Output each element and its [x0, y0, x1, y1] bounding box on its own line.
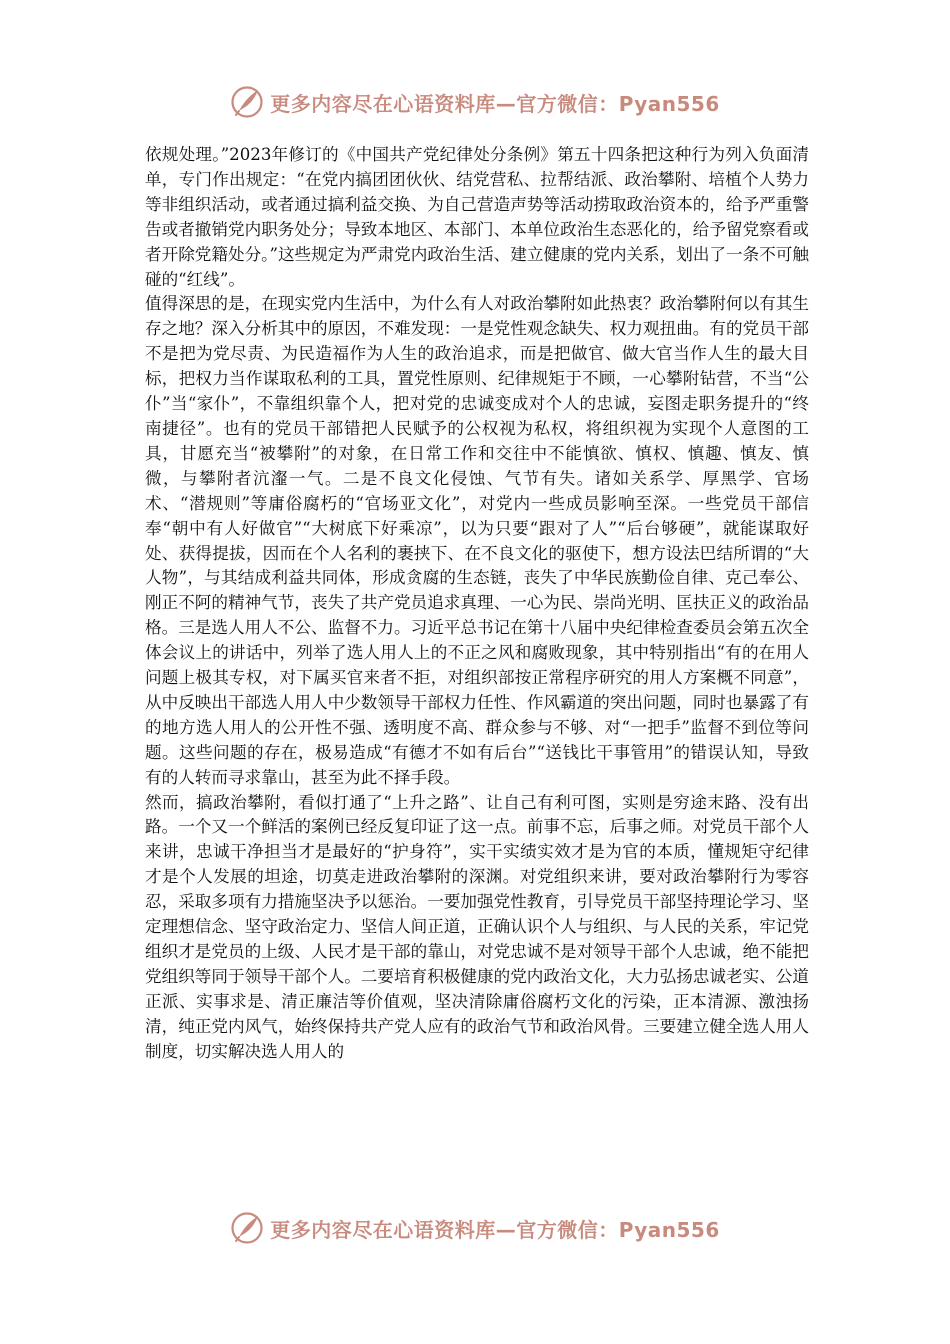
- quill-pen-icon: [230, 1211, 264, 1245]
- paragraph-3: 然而，搞政治攀附，看似打通了“上升之路”、让自己有利可图，实则是穷途末路、没有出路。一个又一个鲜活的案例已经反复印证了这一点。前事不忘，后事之师。对党员干部个人来讲，忠诚干净担当才是最好的“护身符”，实干实绩实效才是为官的本质，懂规矩守纪律才是个人发展的坦途，切莫走进政治攀附的深渊。对党组织来讲，要对政治攀附行为零容忍，采取多项有力措施坚决予以惩治。一要加强党性教育，引导党员干部坚持理论学习、坚定理想信念、坚守政治定力、坚信人间正道，正确认识个人与组织、与人民的关系，牢记党组织才是党员的上级、人民才是干部的靠山，对党忠诚不是对领导干部个人忠诚，绝不能把党组织等同于领导干部个人。二要培育积极健康的党内政治文化，大力弘扬忠诚老实、公道正派、实事求是、清正廉洁等价值观，坚决清除庸俗腐朽文化的污染，正本清源、激浊扬清，纯正党内风气，始终保持共产党人应有的政治气节和政治风骨。三要建立健全选人用人制度，切实解决选人用人的: [145, 792, 809, 1061]
- quill-pen-icon: [230, 85, 264, 119]
- paragraph-2: 值得深思的是，在现实党内生活中，为什么有人对政治攀附如此热衷？政治攀附何以有其生存之地？深入分析其中的原因，不难发现：一是党性观念缺失、权力观扭曲。有的党员干部不是把为党尽责、为民造福作为人生的政治追求，而是把做官、做大官当作人生的最大目标，把权力当作谋取私利的工具，置党性原则、纪律规矩于不顾，一心攀附钻营，不当“公仆”当“家仆”，不靠组织靠个人，把对党的忠诚变成对个人的忠诚，妄图走职务提升的“终南捷径”。也有的党员干部错把人民赋予的公权视为私权，将组织视为实现个人意图的工具，甘愿充当“被攀附”的对象，在日常工作和交往中不能慎欲、慎权、慎趣、慎友、慎微，与攀附者沆瀣一气。二是不良文化侵蚀、气节有失。诸如关系学、厚黑学、官场术、“潜规则”等庸俗腐朽的“官场亚文化”，对党内一些成员影响至深。一些党员干部信奉“朝中有人好做官”“大树底下好乘凉”，以为只要“跟对了人”“后台够硬”，就能谋取好处、获得提拔，因而在个人名利的裹挟下、在不良文化的驱使下，想方设法巴结所谓的“大人物”，与其结成利益共同体，形成贪腐的生态链，丧失了中华民族勤俭自律、克己奉公、刚正不阿的精神气节，丧失了共产党员追求真理、一心为民、崇尚光明、匡扶正义的政治品格。三是选人用人不公、监督不力。习近平总书记在第十八届中央纪律检查委员会第五次全体会议上的讲话中，列举了选人用人上的不正之风和腐败现象，其中特别指出“有的在用人问题上极其专权，对下属买官来者不拒，对组织部按正常程序研究的用人方案概不同意”，从中反映出干部选人用人中少数领导干部权力任性、作风霸道的突出问题，同时也暴露了有的地方选人用人的公开性不强、透明度不高、群众参与不够、对“一把手”监督不到位等问题。这些问题的存在，极易造成“有德才不如有后台”“送钱比干事管用”的错误认知，导致有的人转而寻求靠山，甚至为此不择手段。: [145, 294, 809, 787]
- paragraph-1: 依规处理。”2023年修订的《中国共产党纪律处分条例》第五十四条把这种行为列入负面清单，专门作出规定：“在党内搞团团伙伙、结党营私、拉帮结派、政治攀附、培植个人势力等非组织活动，或者通过搞利益交换、为自己营造声势等活动捞取政治资本的，给予严重警告或者撤销党内职务处分；导致本地区、本部门、本单位政治生态恶化的，给予留党察看或者开除党籍处分。”这些规定为严肃党内政治生活、建立健康的党内关系，划出了一条不可触碰的“红线”。: [145, 145, 809, 289]
- footer-watermark-text: 更多内容尽在心语资料库—官方微信：Pyan556: [270, 1217, 720, 1242]
- footer-watermark-banner: [0, 1208, 950, 1248]
- header-watermark-text: 更多内容尽在心语资料库—官方微信：Pyan556: [270, 91, 720, 116]
- article-body: [145, 143, 809, 1065]
- header-watermark-banner: [0, 82, 950, 122]
